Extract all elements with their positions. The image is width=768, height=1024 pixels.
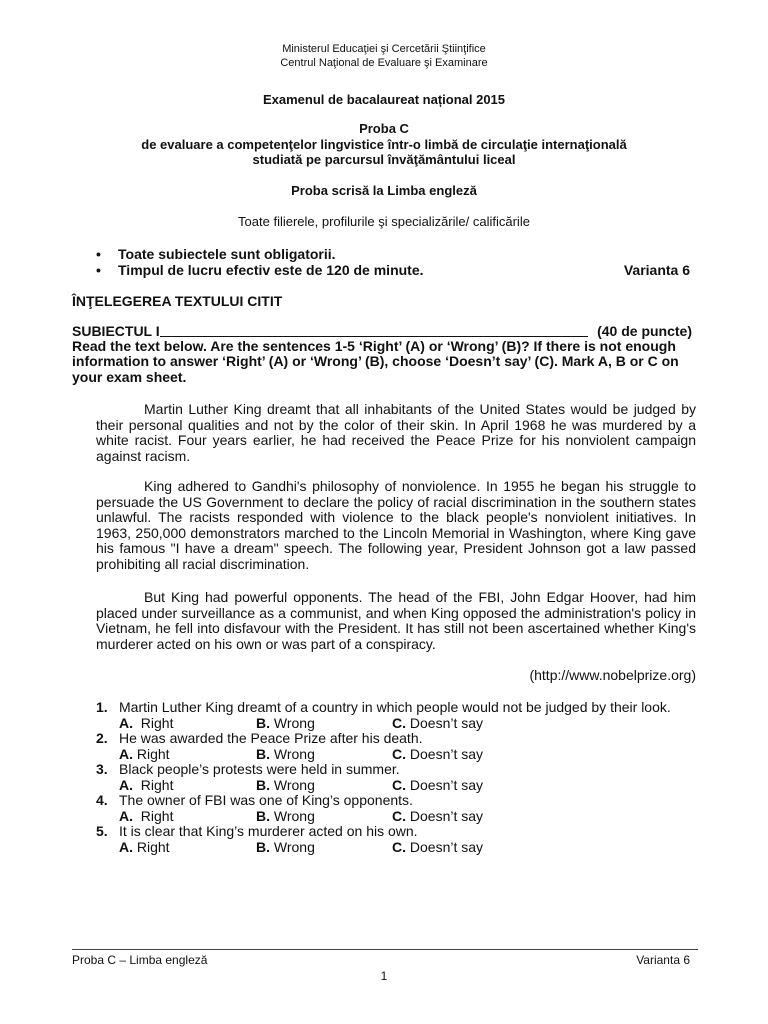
option-b: B. Wrong: [256, 715, 315, 731]
question-5: [0, 824, 768, 855]
bullet-icon: •: [96, 246, 101, 262]
variant-label: Varianta 6: [623, 262, 690, 278]
question-text: It is clear that King’s murderer acted on his own.: [119, 823, 418, 839]
center-name: Centrul Naţional de Evaluare şi Examinare: [280, 57, 488, 69]
exam-subtitle-2: studiată pe parcursul învăţământului liceal: [252, 152, 516, 167]
instructions-line-3: your exam sheet.: [72, 368, 187, 385]
section-title: ÎNŢELEGEREA TEXTULUI CITIT: [72, 293, 283, 309]
option-b: B. Wrong: [256, 777, 315, 793]
rule-text: Toate subiectele sunt obligatorii.: [118, 246, 336, 262]
bullet-icon: •: [96, 262, 101, 278]
option-c: C. Doesn’t say: [392, 746, 484, 762]
option-c: C. Doesn’t say: [392, 777, 484, 793]
question-number: 5.: [96, 823, 108, 839]
option-b: B. Wrong: [256, 839, 315, 855]
question-number: 3.: [96, 761, 108, 777]
question-text: He was awarded the Peace Prize after his death.: [119, 730, 423, 746]
question-3: [0, 762, 768, 793]
page-number: 1: [380, 969, 388, 983]
subject-label: SUBIECTUL I: [72, 323, 160, 339]
option-a: A. Right: [119, 839, 170, 855]
proba-title: Proba C: [359, 121, 409, 136]
instructions: [72, 339, 702, 385]
option-b: B. Wrong: [256, 808, 315, 824]
question-number: 4.: [96, 792, 108, 808]
question-number: 1.: [96, 699, 108, 715]
exam-title: Examenul de bacalaureat național 2015: [262, 92, 506, 107]
footer-left: Proba C – Limba engleză: [72, 953, 208, 967]
question-text: Black people’s protests were held in summer.: [119, 761, 400, 777]
passage-paragraph-1: [96, 402, 696, 464]
instructions-line-1: Read the text below. Are the sentences 1-5 ‘Right’ (A) or ‘Wrong’ (B)? If there is not enough: [72, 338, 676, 354]
question-text: Martin Luther King dreamt of a country in which people would not be judged by their look.: [119, 699, 671, 715]
paragraph-text: But King had powerful opponents. The head of the FBI, John Edgar Hoover, had him placed under surveillance as a communist, and when King opposed the administration's policy in Vietnam, he fell into disfavour with the President. It has still not been ascertained whether King's murderer acted on his own or was part of a conspiracy.: [96, 589, 696, 652]
option-a: A. Right: [119, 746, 170, 762]
footer-variant: Varianta 6: [636, 953, 690, 967]
rule-text: Timpul de lucru efectiv este de 120 de minute.: [118, 262, 424, 278]
written-test-title: Proba scrisă la Limba engleză: [291, 183, 477, 198]
question-number: 2.: [96, 730, 108, 746]
option-a: A. Right: [119, 808, 174, 824]
exam-subtitle-1: de evaluare a competenţelor lingvistice într-o limbă de circulaţie internaţională: [141, 137, 627, 152]
question-1: [0, 700, 768, 731]
paragraph-text: King adhered to Gandhi's philosophy of nonviolence. In 1955 he began his struggle to persuade the US Government to declare the policy of racial discrimination in the southern states unlawful. The racists responded with violence to the black people's nonviolent initiatives. In 1963, 250,000 demonstrators marched to the Lincoln Memorial in Washington, where King gave his famous "I have a dream" speech. The following year, President Johnson got a law passed prohibiting all racial discrimination.: [96, 478, 696, 572]
passage-paragraph-3: [96, 590, 696, 652]
option-c: C. Doesn’t say: [392, 715, 484, 731]
option-a: A. Right: [119, 715, 174, 731]
paragraph-text: Martin Luther King dreamt that all inhabitants of the United States would be judged by their personal qualities and not by the color of their skin. In April 1968 he was murdered by a white racist. Four years earlier, he had received the Peace Prize for his nonviolent campaign against racism.: [96, 401, 696, 464]
instructions-line-2: information to answer ‘Right’ (A) or ‘Wrong’ (B), choose ‘Doesn’t say’ (C). Mark A, B or C on: [72, 353, 679, 370]
question-text: The owner of FBI was one of King’s opponents.: [119, 792, 413, 808]
option-a: A. Right: [119, 777, 174, 793]
question-2: [0, 731, 768, 762]
footer-divider: [72, 949, 698, 950]
option-b: B. Wrong: [256, 746, 315, 762]
subject-underline: [160, 336, 588, 337]
question-4: [0, 793, 768, 824]
ministry-name: Ministerul Educaţiei şi Cercetării Ştiinţifice: [282, 43, 486, 55]
option-c: C. Doesn’t say: [392, 839, 484, 855]
passage-source: (http://www.nobelprize.org): [529, 667, 696, 683]
passage-paragraph-2: [96, 479, 696, 573]
option-c: C. Doesn’t say: [392, 808, 484, 824]
subject-points: (40 de puncte): [597, 323, 692, 339]
tracks-line: Toate filierele, profilurile şi specializările/ calificările: [238, 214, 530, 229]
rule-2: [96, 262, 696, 280]
